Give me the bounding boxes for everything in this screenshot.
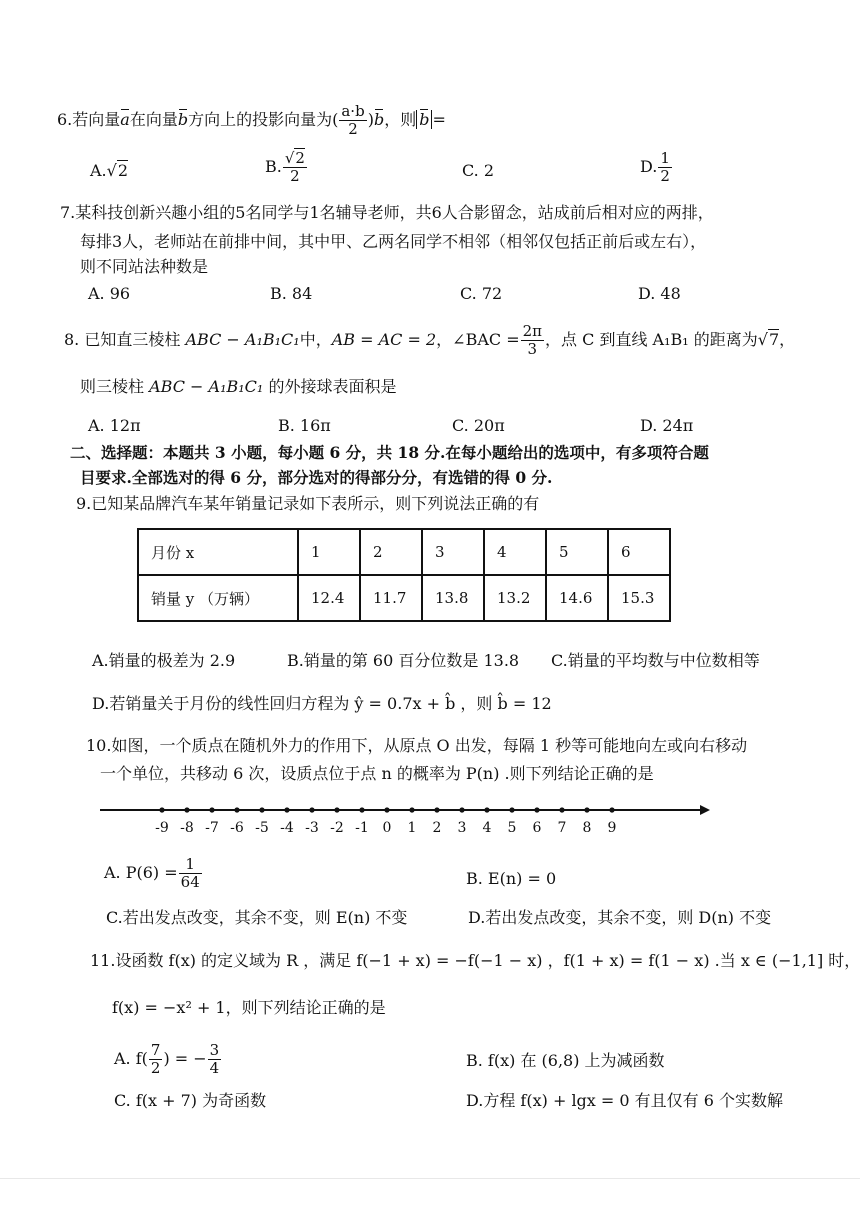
- number-line-tick-label: 3: [457, 820, 467, 836]
- number-line-point: [284, 807, 289, 812]
- table-cell: 12.4: [298, 575, 360, 621]
- number-line-tick-label: -1: [355, 820, 369, 836]
- number-line-point: [359, 807, 364, 812]
- number-line-tick-label: 6: [532, 820, 542, 836]
- q8-line-1: 8. 已知直三棱柱 ABC − A₁B₁C₁中，AB = AC = 2，∠BAC = $\frac{2\pi}{3}$ ，点 C 到直线 A₁B₁ 的距离为√7，: [64, 322, 796, 358]
- number-line-point: [434, 807, 439, 812]
- number-line-point: [184, 807, 189, 812]
- q6-option-a: A.√2: [90, 161, 129, 180]
- table-cell: 11.7: [360, 575, 422, 621]
- vector-a: a: [120, 110, 130, 129]
- number-line-point: [234, 807, 239, 812]
- table-cell: 5: [546, 529, 608, 575]
- number-line-tick-label: 0: [382, 820, 392, 836]
- q7-option-d: D. 48: [638, 284, 681, 303]
- number-line-ticks: [155, 807, 616, 836]
- q10-option-d: D.若出发点改变，其余不变，则 D(n) 不变: [468, 908, 772, 927]
- q8-option-b: B. 16π: [278, 416, 331, 435]
- q9-option-c: C.销量的平均数与中位数相等: [551, 651, 760, 670]
- q11-option-c: C. f(x + 7) 为奇函数: [114, 1091, 267, 1110]
- number-line-point: [334, 807, 339, 812]
- q7-line-2: 每排3人，老师站在前排中间，其中甲、乙两名同学不相邻（相邻仅包括正前后或左右），: [80, 232, 707, 251]
- table-header-month: 月份 x: [138, 529, 298, 575]
- number-line-tick-label: 9: [607, 820, 617, 836]
- number-line-tick-label: 2: [432, 820, 442, 836]
- q11-option-d: D.方程 f(x) + lgx = 0 有且仅有 6 个实数解: [466, 1091, 784, 1110]
- table-cell: 1: [298, 529, 360, 575]
- section-2-heading-line-2: 目要求.全部选对的得 6 分，部分选对的得部分分，有选错的得 0 分.: [80, 468, 553, 487]
- q6-abs-b: b: [416, 110, 432, 129]
- table-row: [138, 529, 670, 575]
- q6-option-d: D. $\frac{1}{2}$: [640, 149, 670, 185]
- q9-option-b: B.销量的第 60 百分位数是 13.8: [287, 651, 520, 670]
- q6-text: 方向上的投影向量为: [188, 110, 333, 129]
- q7-option-b: B. 84: [270, 284, 313, 303]
- table-header-sales: 销量 y （万辆）: [138, 575, 298, 621]
- number-line: [100, 798, 720, 838]
- q6-option-b: B. $\frac{√2}{2}$: [265, 149, 305, 185]
- q7-line-3: 则不同站法种数是: [80, 257, 209, 276]
- q6-text: 在向量: [129, 110, 178, 129]
- number-line-tick-label: -7: [205, 820, 219, 836]
- number-line-tick-label: -8: [180, 820, 194, 836]
- q6-option-c: C. 2: [462, 161, 495, 180]
- section-2-heading-line-1: 二、选择题：本题共 3 小题，每小题 6 分，共 18 分.在每小题给出的选项中，有多项符合题: [70, 443, 709, 462]
- number-line-point: [259, 807, 264, 812]
- distance-value: 7: [768, 330, 780, 349]
- number-line-tick-label: 8: [582, 820, 592, 836]
- q10-line-2: 一个单位，共移动 6 次，设质点位于点 n 的概率为 P(n) .则下列结论正确的是: [100, 764, 654, 783]
- number-line-tick-label: 5: [507, 820, 517, 836]
- q7-option-a: A. 96: [88, 284, 131, 303]
- table-cell: 2: [360, 529, 422, 575]
- table-row: [138, 575, 670, 621]
- number-line-point: [609, 807, 614, 812]
- table-cell: 15.3: [608, 575, 670, 621]
- number-line-point: [384, 807, 389, 812]
- q10-option-c: C.若出发点改变，其余不变，则 E(n) 不变: [106, 908, 408, 927]
- page-bottom-divider: [0, 1178, 860, 1179]
- table-cell: 3: [422, 529, 484, 575]
- q11-line-1: 11.设函数 f(x) 的定义域为 R ，满足 f(−1 + x) = −f(−1 − x) ，f(1 + x) = f(1 − x) .当 x ∈ (−1,1] 时，: [90, 951, 860, 970]
- condition-ab-ac: AB = AC = 2: [331, 330, 437, 349]
- vector-b: b: [177, 110, 189, 129]
- number-line-tick-label: -2: [330, 820, 344, 836]
- q8-option-a: A. 12π: [88, 416, 141, 435]
- q6-text: 6.若向量: [57, 110, 121, 129]
- vector-b: b: [373, 110, 385, 129]
- q11-option-b: B. f(x) 在 (6,8) 上为减函数: [466, 1051, 665, 1070]
- q8-line-2: 则三棱柱 ABC − A₁B₁C₁ 的外接球表面积是: [80, 377, 397, 396]
- q10-line-1: 10.如图，一个质点在随机外力的作用下，从原点 O 出发，每隔 1 秒等可能地向左或向右移动: [86, 736, 748, 755]
- number-line-tick-label: 7: [557, 820, 567, 836]
- q8-option-d: D. 24π: [640, 416, 694, 435]
- arrow-right-icon: [700, 805, 710, 815]
- q9-sales-table: [137, 528, 671, 622]
- number-line-tick-label: -3: [305, 820, 319, 836]
- table-cell: 4: [484, 529, 546, 575]
- number-line-point: [534, 807, 539, 812]
- q6-stem: 6.若向量a在向量b方向上的投影向量为( $\frac{a\cdot b}{2}$ )b，则 b =: [57, 102, 446, 138]
- number-line-point: [484, 807, 489, 812]
- number-line-tick-label: -6: [230, 820, 244, 836]
- number-line-point: [559, 807, 564, 812]
- prism-name: ABC − A₁B₁C₁: [185, 330, 300, 349]
- number-line-point: [159, 807, 164, 812]
- number-line-point: [309, 807, 314, 812]
- number-line-tick-label: -9: [155, 820, 169, 836]
- q7-line-1: 7.某科技创新兴趣小组的5名同学与1名辅导老师，共6人合影留念，站成前后相对应的两排，: [60, 203, 714, 222]
- q10-option-a: A. P(6) = $\frac{1}{64}$: [104, 855, 200, 891]
- table-cell: 13.8: [422, 575, 484, 621]
- number-line-point: [584, 807, 589, 812]
- q11-option-a: A. f( $\frac{7}{2}$ ) = − $\frac{3}{4}$: [114, 1041, 220, 1077]
- table-cell: 6: [608, 529, 670, 575]
- number-line-point: [409, 807, 414, 812]
- q6-text: ，则: [384, 110, 417, 129]
- q8-option-c: C. 20π: [452, 416, 505, 435]
- number-line-tick-label: 4: [482, 820, 492, 836]
- q9-option-a: A.销量的极差为 2.9: [92, 651, 236, 670]
- number-line-tick-label: -4: [280, 820, 294, 836]
- table-cell: 14.6: [546, 575, 608, 621]
- q7-option-c: C. 72: [460, 284, 503, 303]
- number-line-point: [459, 807, 464, 812]
- number-line-tick-label: -5: [255, 820, 269, 836]
- table-cell: 13.2: [484, 575, 546, 621]
- angle-bac: ∠BAC =: [452, 330, 520, 349]
- number-line-point: [209, 807, 214, 812]
- q10-option-b: B. E(n) = 0: [466, 869, 557, 888]
- q9-option-d: D.若销量关于月份的线性回归方程为 ŷ = 0.7x + b̂ ，则 b̂ = 12: [92, 694, 552, 713]
- q6-projection-fraction: $\frac{a\cdot b}{2}$: [341, 102, 365, 138]
- q9-stem: 9.已知某品牌汽车某年销量记录如下表所示，则下列说法正确的有: [76, 494, 540, 513]
- number-line-tick-label: 1: [407, 820, 417, 836]
- q11-line-2: f(x) = −x² + 1，则下列结论正确的是: [112, 998, 386, 1017]
- number-line-point: [509, 807, 514, 812]
